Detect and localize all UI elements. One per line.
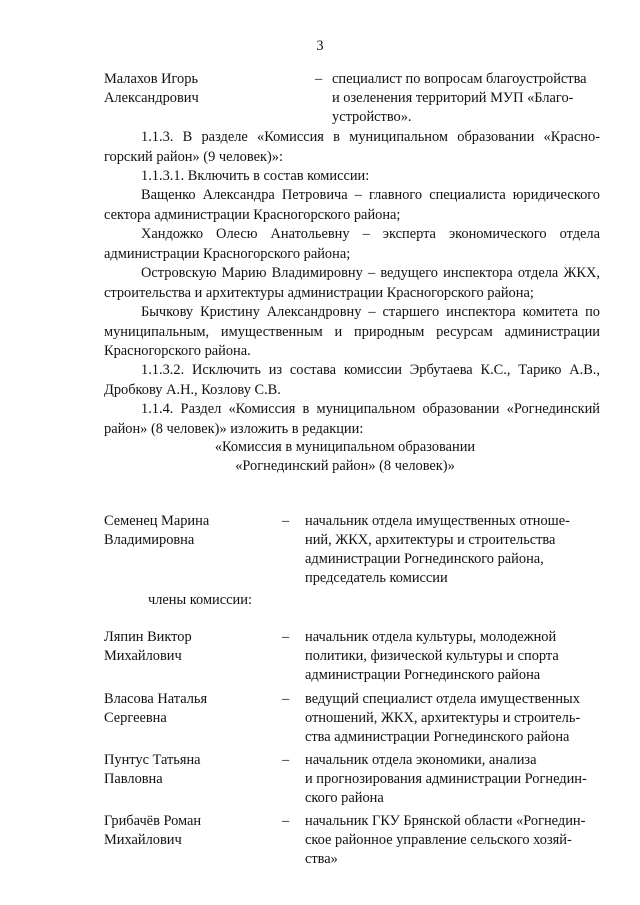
role-line: и озеленения территорий МУП «Благо- — [332, 90, 574, 106]
dash: – — [282, 691, 290, 707]
role-line: политики, физической культуры и спорта — [305, 648, 559, 664]
role-line: администрации Рогнединского района — [305, 667, 541, 683]
name-line: Павловна — [104, 771, 163, 787]
dash: – — [282, 513, 290, 529]
role-line: ства администрации Рогнединского района — [305, 729, 570, 745]
commission-title-line: «Комиссия в муниципальном образовании — [214, 439, 476, 455]
name-line: Грибачёв Роман — [104, 813, 202, 829]
paragraph-ostrovskaya: Островскую Марию Владимировну – ведущего инспектора отдела ЖКХ, строительства и архитектуры администрации Красногорского района; — [104, 265, 600, 301]
paragraph-1-1-4: 1.1.4. Раздел «Комиссия в муниципальном образовании «Рогнединский район» (8 человек)» изложить в редакции: — [104, 401, 600, 437]
role-line: ведущий специалист отдела имущественных — [305, 691, 580, 707]
role-line: начальник отдела экономики, анализа — [305, 752, 537, 768]
role-line: начальник отдела имущественных отноше- — [305, 513, 570, 529]
name-line: Пунтус Татьяна — [104, 752, 201, 768]
person-role — [305, 690, 604, 747]
name-line: Александрович — [104, 90, 199, 106]
person-role — [305, 512, 604, 588]
name-line: Малахов Игорь — [104, 71, 199, 87]
commission-title-line: «Рогнединский район» (8 человек)» — [235, 458, 455, 474]
person-name — [104, 628, 274, 666]
role-line: специалист по вопросам благоустройства — [332, 71, 587, 87]
role-line: ского района — [305, 790, 384, 806]
role-line: и прогнозирования администрации Рогнедин- — [305, 771, 587, 787]
dash: – — [282, 629, 290, 645]
person-role — [305, 751, 604, 808]
name-line: Ляпин Виктор — [104, 629, 192, 645]
role-line: администрации Рогнединского района, — [305, 551, 544, 567]
person-name — [104, 512, 274, 550]
person-role — [305, 812, 604, 869]
paragraph-khandozhko: Хандожко Олесю Анатольевну – эксперта экономического отдела администрации Красногорского района; — [104, 226, 600, 262]
role-line: отношений, ЖКХ, архитектуры и строитель- — [305, 710, 581, 726]
person-name — [104, 751, 274, 789]
name-line: Михайлович — [104, 648, 182, 664]
person-name — [104, 70, 274, 108]
dash: – — [282, 813, 290, 829]
dash: – — [315, 71, 323, 87]
role-line: ний, ЖКХ, архитектуры и строительства — [305, 532, 556, 548]
name-line: Михайлович — [104, 832, 182, 848]
paragraph-1-1-3-1: 1.1.3.1. Включить в состав комиссии: — [141, 168, 370, 184]
paragraph-1-1-3-2: 1.1.3.2. Исключить из состава комиссии Эрбутаева К.С., Тарико А.В., Дробкову А.Н., Козлову С.В. — [104, 362, 600, 398]
role-line: устройство». — [332, 109, 412, 125]
role-line: начальник отдела культуры, молодежной — [305, 629, 557, 645]
paragraph-bychkova: Бычкову Кристину Александровну – старшего инспектора комитета по муниципальным, имущественным и природным ресурсам администрации Красногорского района. — [104, 304, 600, 360]
name-line: Владимировна — [104, 532, 195, 548]
name-line: Власова Наталья — [104, 691, 208, 707]
person-role — [332, 70, 604, 127]
role-line: ства» — [305, 851, 338, 867]
paragraph-vashchenko: Ващенко Александра Петровича – главного специалиста юридического сектора администрации Красногорского района; — [104, 187, 600, 223]
role-line: начальник ГКУ Брянской области «Рогнедин- — [305, 813, 586, 829]
name-line: Сергеевна — [104, 710, 167, 726]
paragraph-1-1-3: 1.1.3. В разделе «Комиссия в муниципальном образовании «Красно- горский район» (9 человек)»: — [104, 129, 600, 165]
dash: – — [282, 752, 290, 768]
members-label: члены комиссии: — [148, 592, 252, 608]
role-line: председатель комиссии — [305, 570, 448, 586]
role-line: ское районное управление сельского хозяй- — [305, 832, 572, 848]
page-number: 3 — [316, 38, 324, 54]
person-name — [104, 812, 274, 850]
person-role — [305, 628, 604, 685]
name-line: Семенец Марина — [104, 513, 210, 529]
person-name — [104, 690, 274, 728]
